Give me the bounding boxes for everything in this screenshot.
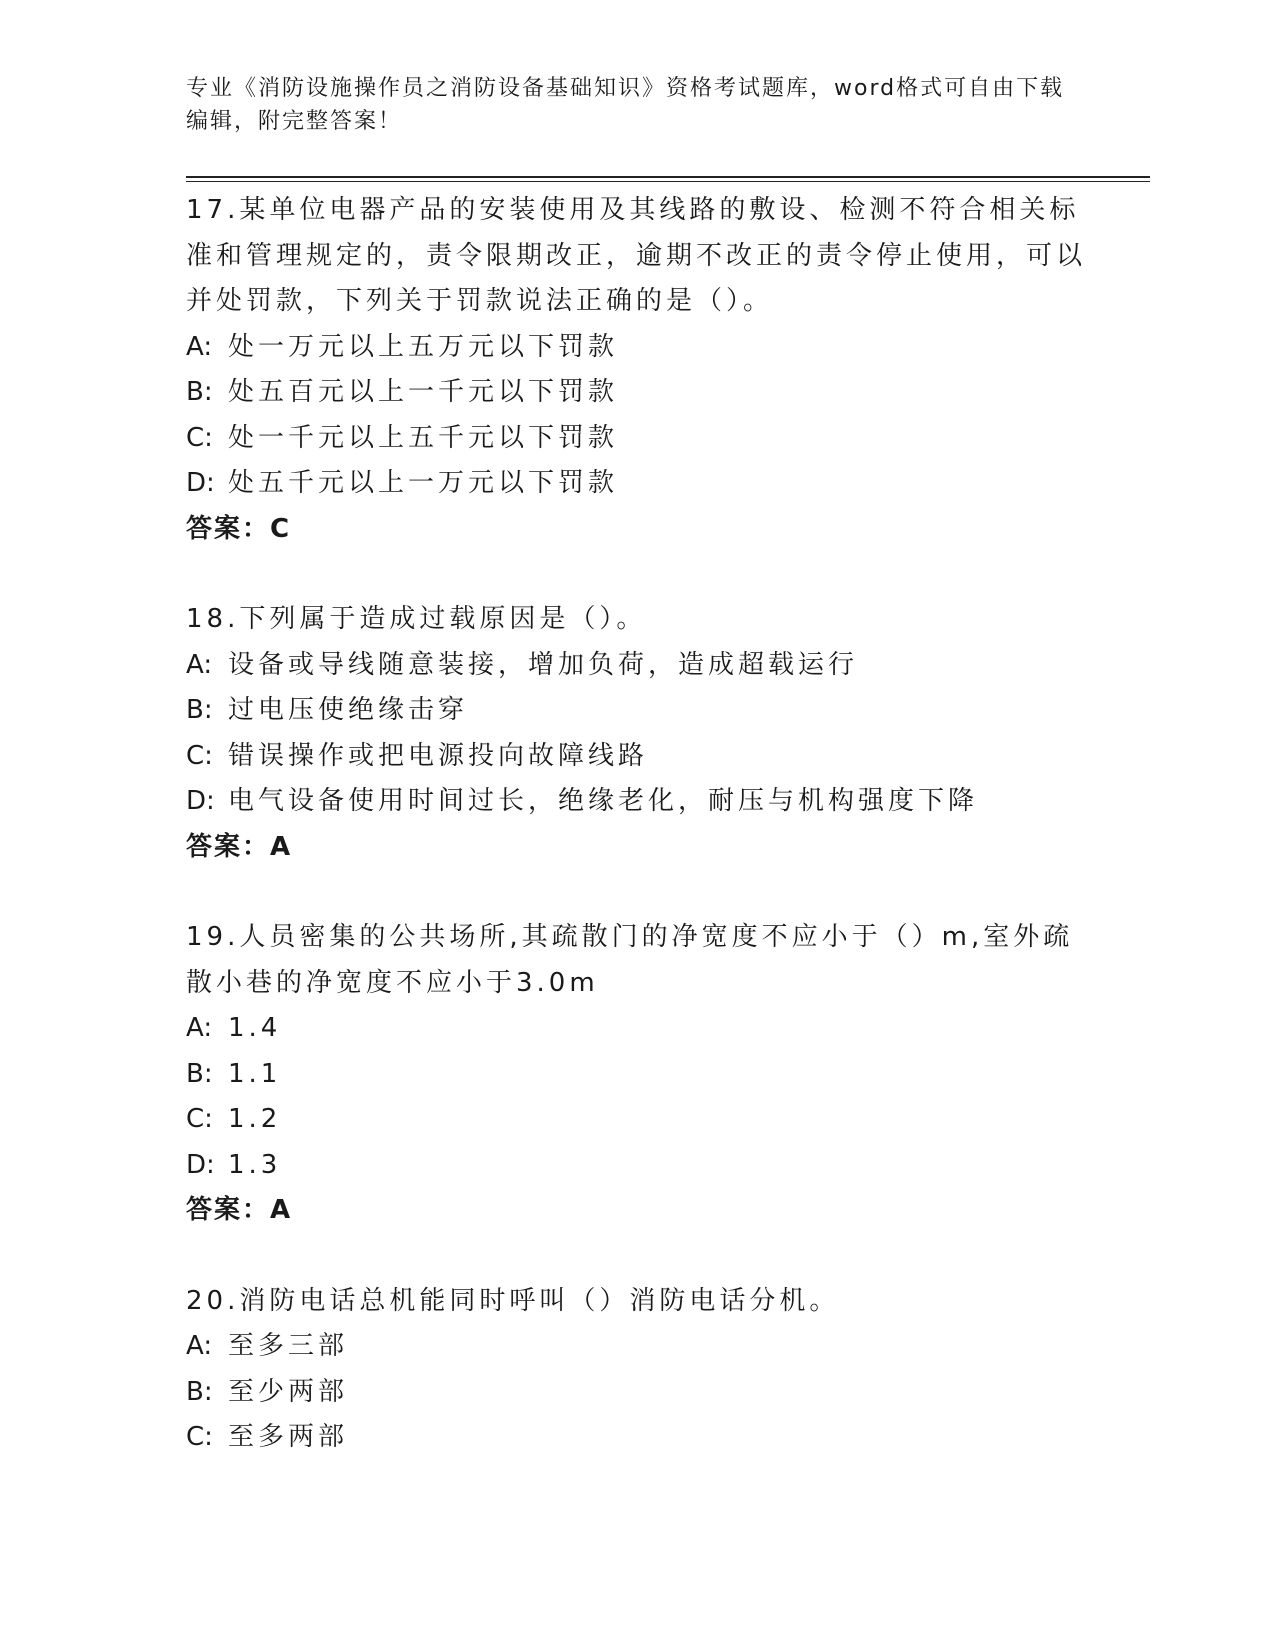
option-text: 1.2	[228, 1104, 282, 1134]
option-c	[186, 1415, 1086, 1461]
option-letter: D:	[186, 786, 215, 816]
option-text: 至多两部	[228, 1422, 349, 1452]
option-text: 处五百元以上一千元以下罚款	[228, 377, 619, 407]
option-text: 过电压使绝缘击穿	[228, 695, 469, 725]
question-text: 18.下列属于造成过载原因是（）。	[186, 604, 647, 634]
option-letter: B:	[186, 1058, 213, 1089]
option-c	[186, 734, 1086, 780]
option-a	[186, 1324, 1086, 1370]
option-letter: A:	[186, 331, 213, 362]
question-19	[186, 915, 1086, 1234]
question-20	[186, 1279, 1086, 1461]
question-text: 19.人员密集的公共场所,其疏散门的净宽度不应小于（）m,室外疏散小巷的净宽度不应小于3.0m	[186, 922, 1074, 998]
option-b	[186, 688, 1086, 734]
header-rule-thin	[186, 181, 1150, 182]
option-text: 电气设备使用时间过长，绝缘老化，耐压与机构强度下降	[228, 786, 979, 816]
answer-line: 答案：A	[186, 831, 293, 862]
option-letter: C:	[186, 422, 213, 453]
question-17	[186, 188, 1086, 552]
question-text: 17.某单位电器产品的安装使用及其线路的敷设、检测不符合相关标准和管理规定的，责令限期改正，逾期不改正的责令停止使用，可以并处罚款，下列关于罚款说法正确的是（）。	[186, 195, 1087, 316]
option-text: 处一万元以上五万元以下罚款	[228, 331, 619, 362]
option-letter: C:	[186, 1422, 213, 1452]
option-text: 处一千元以上五千元以下罚款	[228, 422, 619, 453]
question-list	[186, 188, 1086, 1506]
option-text: 1.1	[228, 1058, 282, 1089]
option-letter: A:	[186, 1013, 213, 1043]
option-text: 至少两部	[228, 1376, 349, 1407]
option-text: 1.3	[228, 1149, 282, 1180]
option-text: 错误操作或把电源投向故障线路	[228, 740, 649, 771]
option-b	[186, 1052, 1086, 1098]
option-letter: B:	[186, 695, 213, 725]
option-letter: B:	[186, 1376, 213, 1407]
option-letter: A:	[186, 649, 213, 680]
option-a	[186, 325, 1086, 371]
option-b	[186, 370, 1086, 416]
answer-line: 答案：A	[186, 1195, 293, 1225]
option-text: 设备或导线随意装接，增加负荷，造成超载运行	[228, 649, 859, 680]
option-letter: D:	[186, 1149, 215, 1180]
option-c	[186, 1097, 1086, 1143]
option-c	[186, 416, 1086, 462]
header-rule-thick	[186, 176, 1150, 178]
option-letter: A:	[186, 1331, 213, 1361]
option-text: 处五千元以上一万元以下罚款	[228, 468, 619, 498]
document-header: 专业《消防设施操作员之消防设备基础知识》资格考试题库，word格式可自由下载编辑，附完整答案！	[186, 76, 1065, 134]
option-d	[186, 779, 1086, 825]
option-a	[186, 1006, 1086, 1052]
answer-line: 答案：C	[186, 513, 292, 544]
option-letter: C:	[186, 740, 213, 771]
option-a	[186, 643, 1086, 689]
option-text: 1.4	[228, 1013, 282, 1043]
option-letter: D:	[186, 468, 215, 498]
question-18	[186, 597, 1086, 870]
option-d	[186, 461, 1086, 507]
question-text: 20.消防电话总机能同时呼叫（）消防电话分机。	[186, 1285, 840, 1316]
option-text: 至多三部	[228, 1331, 349, 1361]
option-d	[186, 1143, 1086, 1189]
option-letter: B:	[186, 377, 213, 407]
option-b	[186, 1370, 1086, 1416]
option-letter: C:	[186, 1104, 213, 1134]
